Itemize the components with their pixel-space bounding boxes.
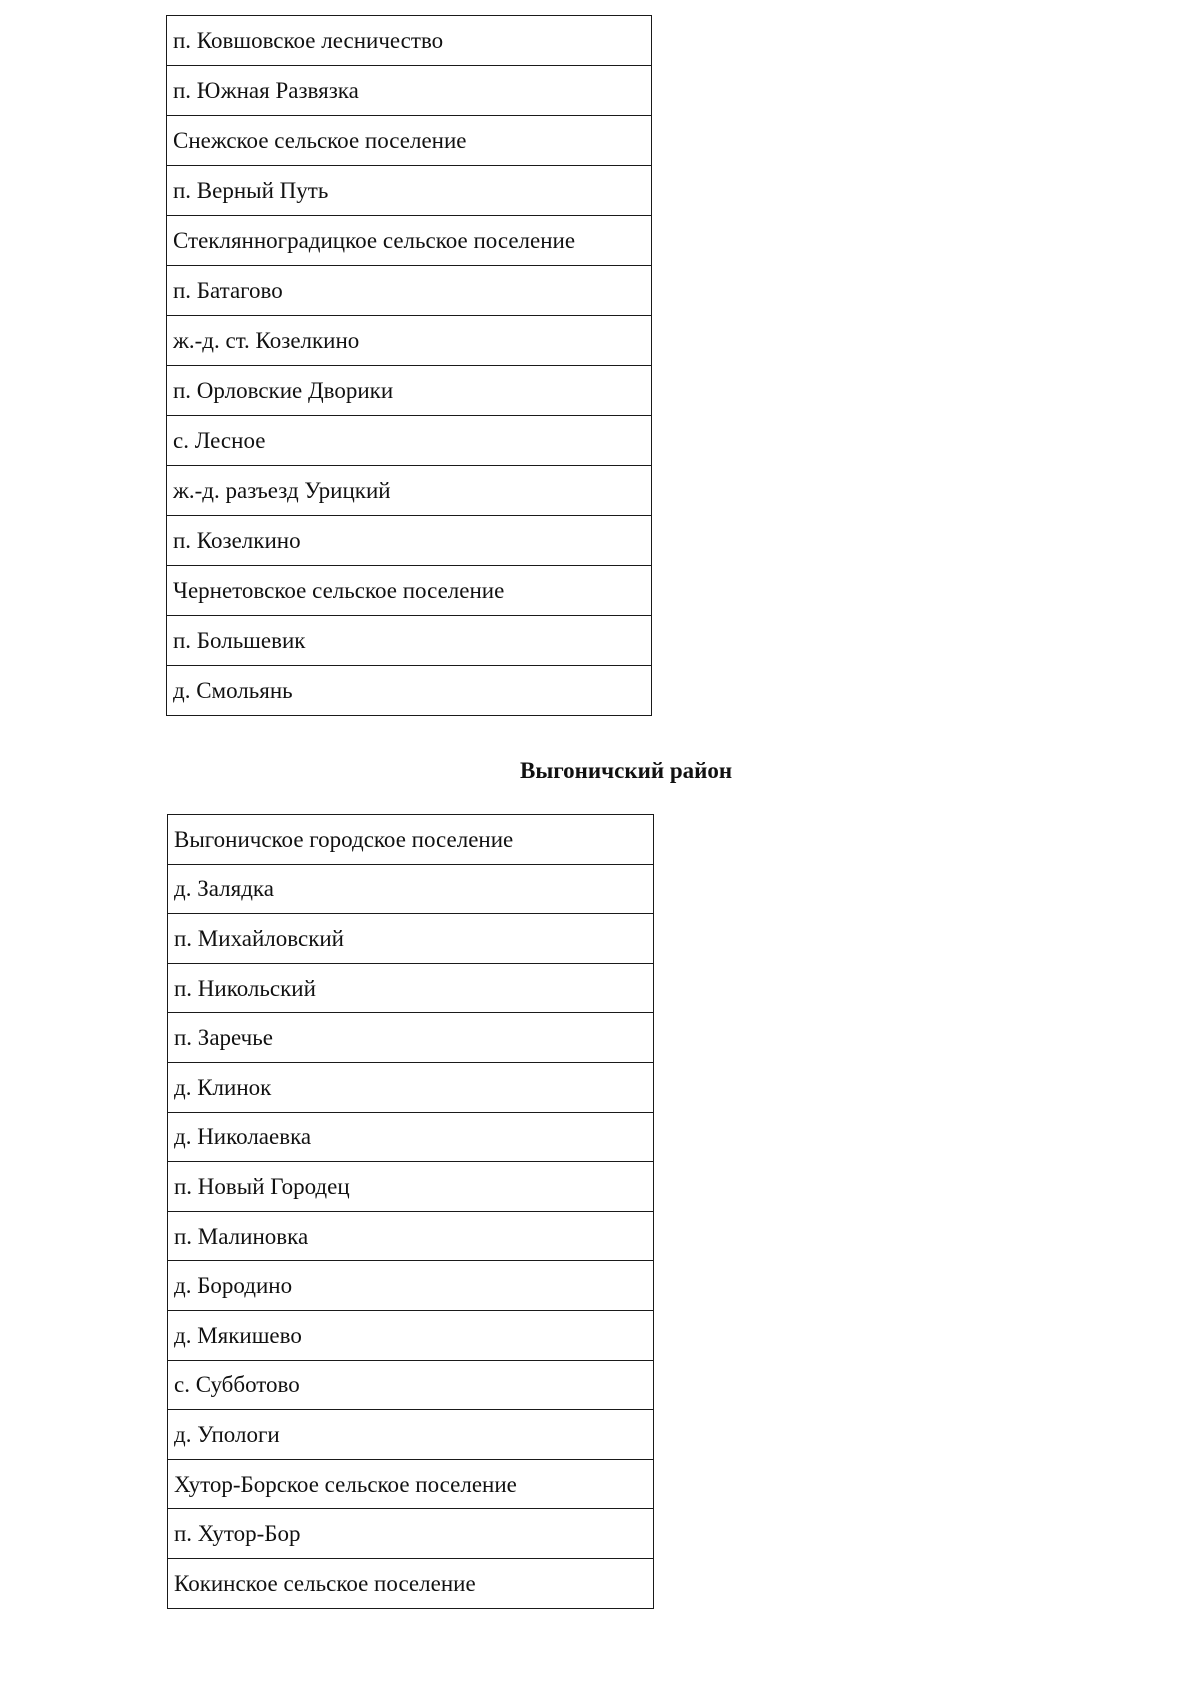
- table-row: [168, 864, 654, 914]
- table-row: [168, 1459, 654, 1509]
- table-row: [167, 666, 652, 716]
- table-cell: д. Залядка: [168, 864, 654, 914]
- table-cell: ж.-д. разъезд Урицкий: [167, 466, 652, 516]
- table-row: [167, 316, 652, 366]
- table-cell: п. Батагово: [167, 266, 652, 316]
- table-row: [167, 566, 652, 616]
- table-row: [167, 266, 652, 316]
- settlements-table-bottom-body: [168, 815, 654, 1609]
- table-cell: д. Клинок: [168, 1062, 654, 1112]
- table-row: [167, 416, 652, 466]
- table-row: [168, 1062, 654, 1112]
- table-row: [168, 1261, 654, 1311]
- table-cell: п. Никольский: [168, 963, 654, 1013]
- table-row: [167, 466, 652, 516]
- table-cell: ж.-д. ст. Козелкино: [167, 316, 652, 366]
- table-row: [168, 1112, 654, 1162]
- section-heading: Выгоничский район: [520, 758, 733, 783]
- table-cell: с. Субботово: [168, 1360, 654, 1410]
- table-cell: Хутор-Борское сельское поселение: [168, 1459, 654, 1509]
- table-cell: с. Лесное: [167, 416, 652, 466]
- table-cell: д. Мякишево: [168, 1310, 654, 1360]
- table-cell: д. Николаевка: [168, 1112, 654, 1162]
- table-cell: п. Хутор-Бор: [168, 1509, 654, 1559]
- table-cell: п. Малиновка: [168, 1211, 654, 1261]
- settlements-table-top: [166, 15, 652, 716]
- table-row: [168, 1162, 654, 1212]
- table-cell: п. Заречье: [168, 1013, 654, 1063]
- table-row: [168, 1509, 654, 1559]
- table-row: [168, 1558, 654, 1608]
- table-row: [168, 1310, 654, 1360]
- table-cell: Выгоничское городское поселение: [168, 815, 654, 865]
- table-cell: Стеклянноградицкое сельское поселение: [167, 216, 652, 266]
- table-row: [167, 616, 652, 666]
- table-row: [168, 815, 654, 865]
- table-cell: п. Козелкино: [167, 516, 652, 566]
- table-row: [168, 963, 654, 1013]
- settlements-table-top-body: [167, 16, 652, 716]
- table-cell: д. Упологи: [168, 1410, 654, 1460]
- table-cell: Кокинское сельское поселение: [168, 1558, 654, 1608]
- table-row: [167, 166, 652, 216]
- table-cell: д. Бородино: [168, 1261, 654, 1311]
- table-cell: Чернетовское сельское поселение: [167, 566, 652, 616]
- table-row: [167, 16, 652, 66]
- table-cell: п. Южная Развязка: [167, 66, 652, 116]
- table-cell: д. Смольянь: [167, 666, 652, 716]
- settlements-table-bottom: [167, 814, 654, 1609]
- table-row: [167, 366, 652, 416]
- table-cell: п. Михайловский: [168, 914, 654, 964]
- table-row: [168, 1211, 654, 1261]
- table-row: [168, 1013, 654, 1063]
- table-row: [167, 516, 652, 566]
- table-row: [167, 216, 652, 266]
- table-row: [168, 1410, 654, 1460]
- table-row: [168, 1360, 654, 1410]
- table-cell: п. Ковшовское лесничество: [167, 16, 652, 66]
- table-row: [167, 116, 652, 166]
- table-cell: п. Верный Путь: [167, 166, 652, 216]
- table-row: [168, 914, 654, 964]
- table-cell: Снежское сельское поселение: [167, 116, 652, 166]
- table-cell: п. Большевик: [167, 616, 652, 666]
- table-cell: п. Орловские Дворики: [167, 366, 652, 416]
- table-row: [167, 66, 652, 116]
- table-cell: п. Новый Городец: [168, 1162, 654, 1212]
